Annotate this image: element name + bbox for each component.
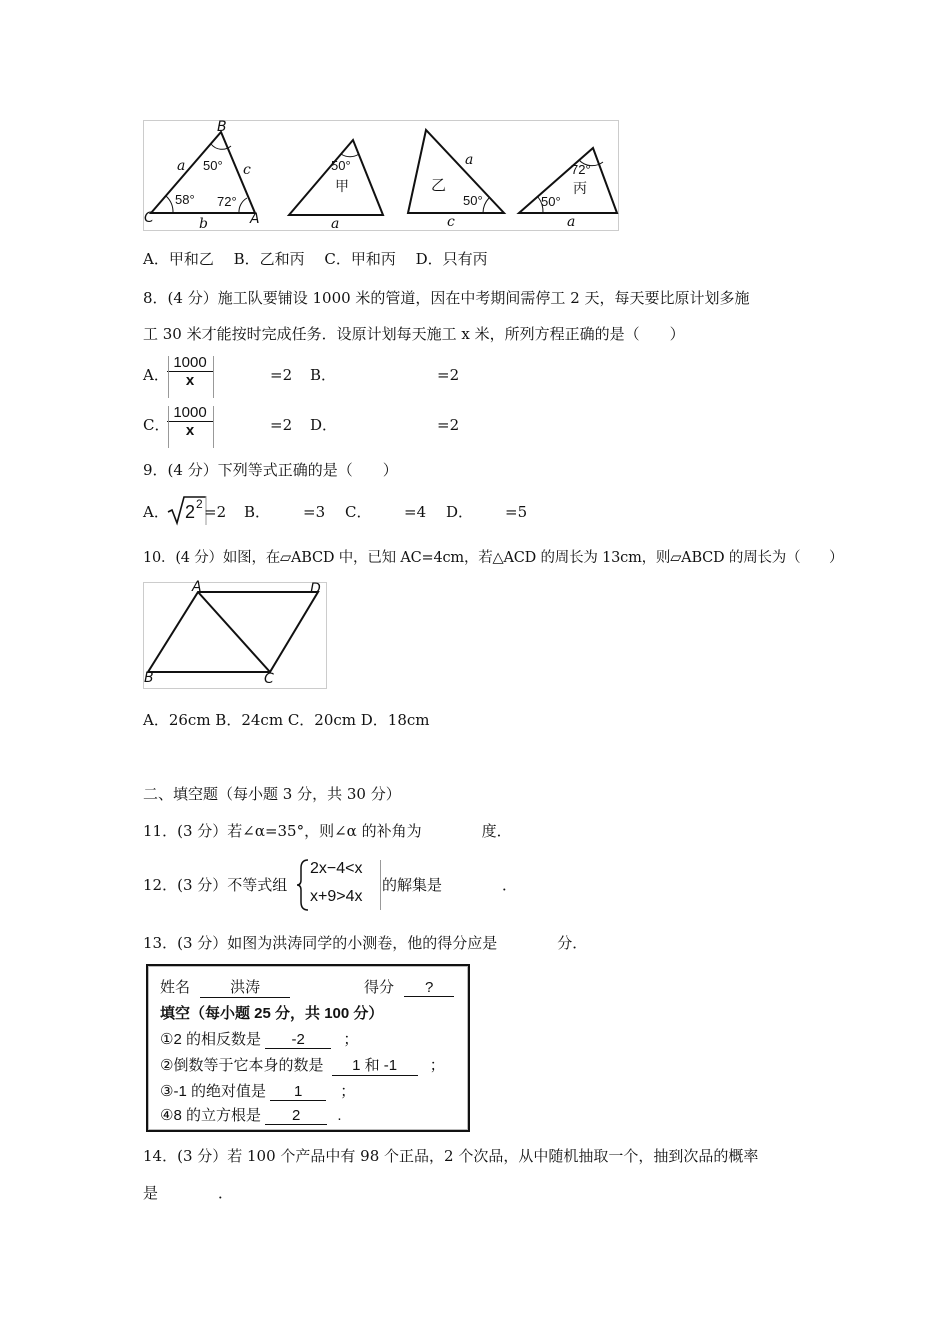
q8-option-a-box-right	[213, 356, 214, 398]
label-angle-50-bing: 50°	[541, 194, 561, 209]
label-side-b: b	[199, 216, 208, 232]
q8-option-c-numerator: 1000	[173, 404, 207, 421]
label-angle-50-top: 50°	[203, 158, 223, 173]
label-angle-72: 72°	[217, 194, 237, 209]
q8-option-a-box-left	[168, 356, 169, 398]
quiz-item-2	[160, 1054, 445, 1076]
quiz-item-4-answer: 2	[265, 1107, 327, 1125]
quiz-item-1-text: ①2 的相反数是	[160, 1031, 261, 1048]
quiz-item-3-semicolon: ；	[340, 1083, 356, 1100]
triangle-bing	[519, 148, 617, 213]
q9-option-a-sqrt	[166, 494, 208, 526]
quiz-item-3-text: ③-1 的绝对值是	[160, 1083, 266, 1100]
quiz-item-1	[160, 1028, 358, 1049]
q14-line2: 是 ．	[143, 1184, 234, 1202]
q14-line1: 14．(3 分）若 100 个产品中有 98 个正品，2 个次品，从中随机抽取一个，抽到次品的概率	[143, 1147, 759, 1165]
quiz-item-2-semicolon: ；	[429, 1057, 445, 1074]
quiz-item-2-answer: 1 和 -1	[332, 1054, 418, 1076]
q8-option-b-label: B．	[310, 366, 337, 384]
q8-stem-line2: 工 30 米才能按时完成任务．设原计划每天施工 x 米，所列方程正确的是（ ）	[143, 325, 685, 343]
q8-option-d-label: D．	[310, 416, 338, 434]
label-vertex-c: C	[264, 671, 274, 687]
quiz-item-1-semicolon: ；	[343, 1031, 359, 1048]
label-angle-50-yi: 50°	[463, 193, 483, 208]
q12-prefix: 12．(3 分）不等式组	[143, 876, 288, 894]
q8-stem-line1: 8．(4 分）施工队要铺设 1000 米的管道，因在中考期间需停工 2 天，每天要比原计划多施	[143, 289, 750, 307]
q9-option-a-label: A．	[143, 503, 169, 521]
label-side-a-jia: a	[331, 216, 340, 232]
q12-inequality-1: 2x−4<x	[310, 860, 363, 877]
q9-option-c-label: C．	[345, 503, 372, 521]
q9-option-b-label: B．	[244, 503, 271, 521]
quiz-score-row	[364, 976, 454, 997]
label-side-a-yi: a	[465, 152, 474, 168]
q7-options: A．甲和乙 B．乙和丙 C．甲和丙 D．只有丙	[143, 250, 488, 268]
quiz-name-row	[160, 976, 290, 998]
quiz-score-value: ?	[404, 979, 454, 997]
label-c-vertex: C	[144, 210, 154, 226]
q9-stem: 9．(4 分）下列等式正确的是（ ）	[143, 461, 398, 479]
quiz-name-value: 洪涛	[200, 976, 290, 998]
q8-option-c-box-left	[168, 406, 169, 448]
quiz-item-2-text: ②倒数等于它本身的数是	[160, 1057, 324, 1074]
q8-option-d-value: =2	[437, 416, 460, 434]
quiz-item-3-answer: 1	[270, 1083, 326, 1101]
q11: 11．(3 分）若∠α=35°，则∠α 的补角为 度．	[143, 822, 512, 840]
q8-option-a-value: =2	[270, 366, 293, 384]
q8-option-a-label: A．	[143, 366, 169, 384]
triangle-yi	[408, 130, 504, 213]
label-side-c: c	[243, 162, 251, 178]
label-jia: 甲	[335, 179, 349, 195]
label-b-vertex: B	[217, 119, 227, 135]
label-side-c-yi: c	[447, 214, 455, 230]
q8-option-c-value: =2	[270, 416, 293, 434]
quiz-score-label: 得分	[364, 979, 395, 996]
quiz-header: 填空（每小题 25 分，共 100 分）	[160, 1005, 384, 1022]
label-angle-72-bing: 72°	[571, 162, 591, 177]
section-2-heading: 二、填空题（每小题 3 分，共 30 分）	[143, 785, 401, 803]
label-angle-58: 58°	[175, 192, 195, 207]
quiz-item-4	[160, 1104, 341, 1125]
triangles-figure	[143, 120, 620, 232]
label-vertex-a: A	[192, 579, 202, 595]
q9-option-a-exponent: 2	[196, 497, 203, 511]
quiz-item-4-period: .	[337, 1107, 342, 1124]
label-side-a-bing: a	[567, 214, 576, 230]
label-angle-50-jia: 50°	[331, 158, 351, 173]
q8-option-c-label: C．	[143, 416, 170, 434]
q8-option-c-fraction	[167, 404, 213, 439]
q9-option-c-value: =4	[404, 503, 427, 521]
q9-option-d-value: =5	[505, 503, 528, 521]
quiz-card-figure	[146, 964, 470, 1132]
q12-suffix: 的解集是 ．	[382, 876, 518, 894]
q9-option-d-label: D．	[446, 503, 474, 521]
label-yi: 乙	[431, 176, 447, 194]
quiz-item-4-text: ④8 的立方根是	[160, 1107, 261, 1124]
q9-option-a-radicand: 2	[185, 502, 196, 522]
label-bing: 丙	[573, 181, 587, 197]
q13-stem: 13．(3 分）如图为洪涛同学的小测卷，他的得分应是 分．	[143, 934, 588, 952]
q12-inequality-2: x+9>4x	[310, 888, 363, 905]
q12-inequality-system	[296, 858, 382, 912]
q10-stem: 10．(4 分）如图，在▱ABCD 中，已知 AC=4cm，若△ACD 的周长为 13cm，则▱ABCD 的周长为（ ）	[143, 550, 844, 566]
quiz-item-3	[160, 1080, 355, 1101]
q8-option-a-denominator: x	[185, 372, 195, 389]
q10-options: A．26cm B．24cm C．20cm D．18cm	[143, 711, 430, 729]
q8-option-a-fraction	[167, 354, 213, 389]
q12-box-right	[380, 860, 381, 910]
parallelogram-figure	[143, 579, 328, 690]
label-side-a: a	[177, 158, 186, 174]
q8-option-a-numerator: 1000	[173, 354, 207, 371]
quiz-item-1-answer: -2	[265, 1031, 331, 1049]
label-a-vertex: A	[250, 211, 260, 227]
q8-option-b-value: =2	[437, 366, 460, 384]
q9-option-a-value: =2	[204, 503, 227, 521]
label-vertex-b: B	[144, 670, 154, 686]
q8-option-c-box-right	[213, 406, 214, 448]
quiz-name-label: 姓名	[160, 979, 191, 996]
q8-option-c-denominator: x	[185, 422, 195, 439]
label-vertex-d: D	[310, 581, 321, 597]
q9-option-b-value: =3	[303, 503, 326, 521]
